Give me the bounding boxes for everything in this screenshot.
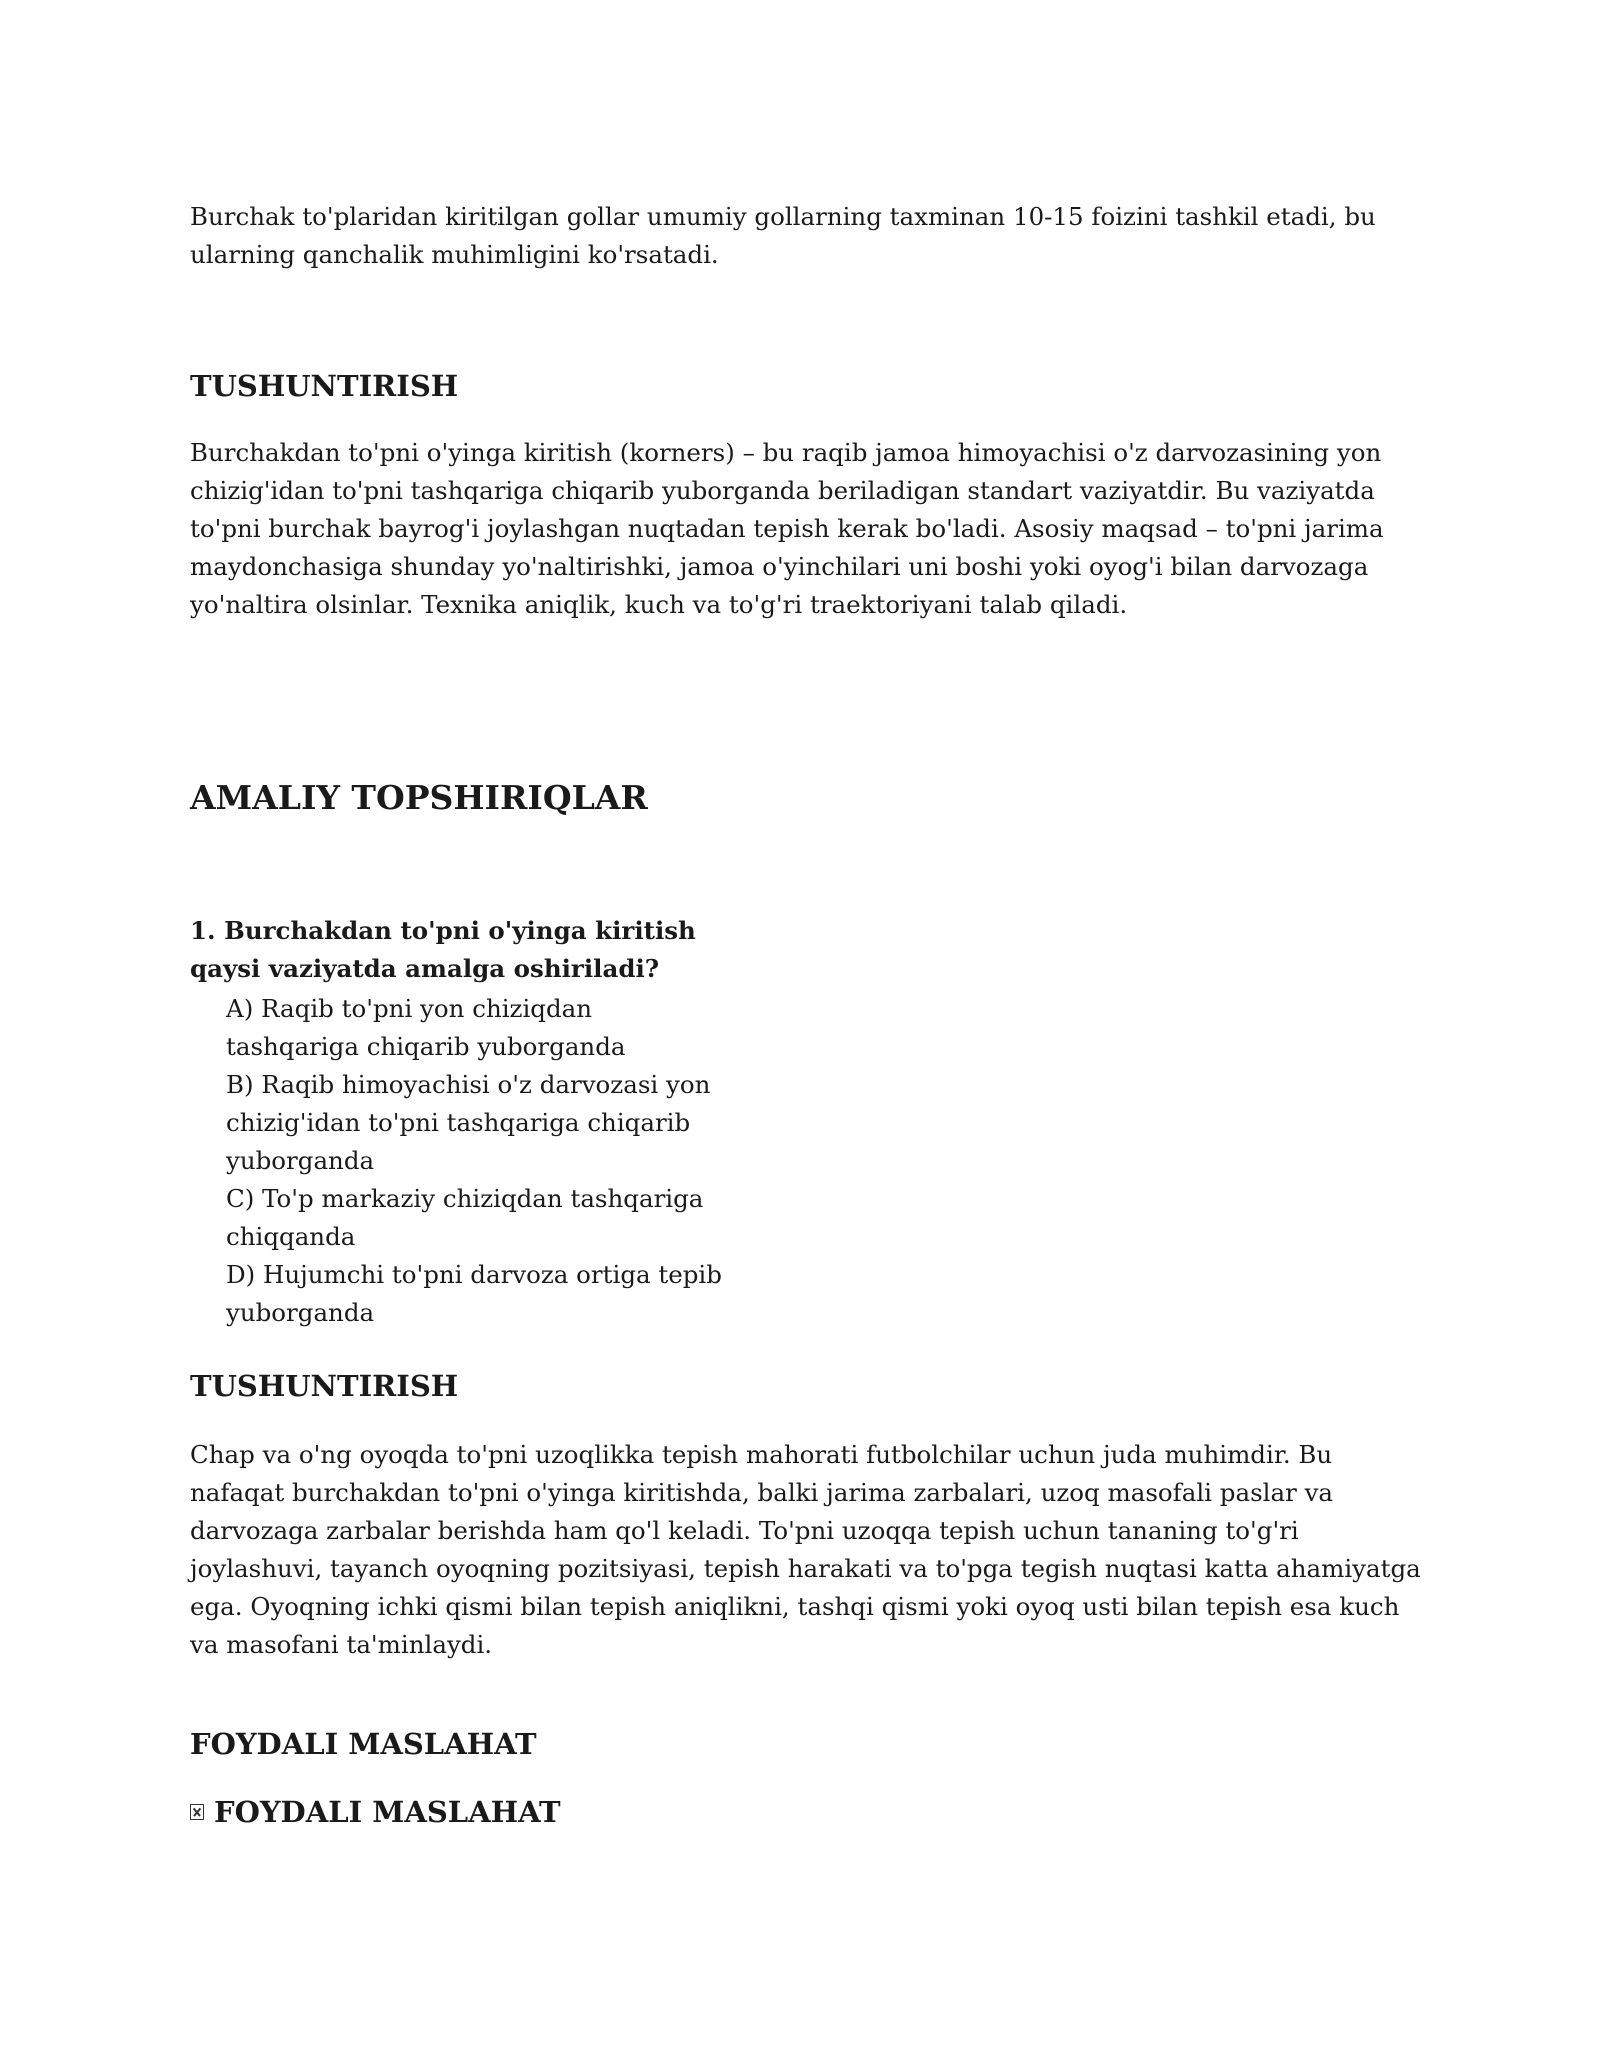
answer-options [226,990,726,1332]
explanation-paragraph-2: Chap va o'ng oyoqda to'pni uzoqlikka tepish mahorati futbolchilar uchun juda muhimdir. Bu nafaqat burchakdan to'pni o'yinga kiritishda, balki jarima zarbalari, uzoq masofali paslar va darvozaga zarbalar berishda ham qo'l keladi. To'pni uzoqqa tepish uchun tananing to'g'ri joylashuvi, tayanch oyoqning pozitsiyasi, tepish harakati va to'pga tegish nuqtasi katta ahamiyatga ega. Oyoqning ichki qismi bilan tepish aniqlikni, tashqi qismi yoki oyoq usti bilan tepish esa kuch va masofani ta'minlaydi. [190,1440,1421,1659]
section-heading-explanation-2: TUSHUNTIRISH [190,1369,459,1403]
explanation-paragraph-1: Burchakdan to'pni o'yinga kiritish (korners) – bu raqib jamoa himoyachisi o'z darvozasining yon chizig'idan to'pni tashqariga chiqarib yuborganda beriladigan standart vaziyatdir. Bu vaziyatda to'pni burchak bayrog'i joylashgan nuqtadan tepish kerak bo'ladi. Asosiy maqsad – to'pni jarima maydonchasiga shunday yo'naltirishki, jamoa o'yinchilari uni boshi yoki oyog'i bilan darvozaga yo'naltira olsinlar. Texnika aniqlik, kuch va to'g'ri traektoriyani talab qiladi. [190,438,1384,619]
answer-option-b[interactable]: B) Raqib himoyachisi o'z darvozasi yon chizig'idan to'pni tashqariga chiqarib yuborganda [226,1070,711,1175]
answer-option-c[interactable]: C) To'p markaziy chiziqdan tashqariga chiqqanda [226,1184,704,1251]
question-1: 1. Burchakdan to'pni o'yinga kiritish qaysi vaziyatda amalga oshiriladi? [190,916,696,983]
section-heading-practical-tasks: AMALIY TOPSHIRIQLAR [190,778,648,817]
intro-paragraph: Burchak to'plaridan kiritilgan gollar umumiy gollarning taxminan 10-15 foizini tashkil etadi, bu ularning qanchalik muhimligini ko'rsatadi. [190,202,1376,269]
answer-option-d[interactable]: D) Hujumchi to'pni darvoza ortiga tepib yuborganda [226,1260,722,1327]
section-heading-explanation-1: TUSHUNTIRISH [190,369,459,403]
useful-tip-label: FOYDALI MASLAHAT [214,1795,561,1829]
section-heading-useful-tip: FOYDALI MASLAHAT [190,1727,537,1761]
missing-glyph-icon [190,1804,204,1820]
answer-option-a[interactable]: A) Raqib to'pni yon chiziqdan tashqariga chiqarib yuborganda [226,994,626,1061]
useful-tip-line [190,1794,561,1830]
